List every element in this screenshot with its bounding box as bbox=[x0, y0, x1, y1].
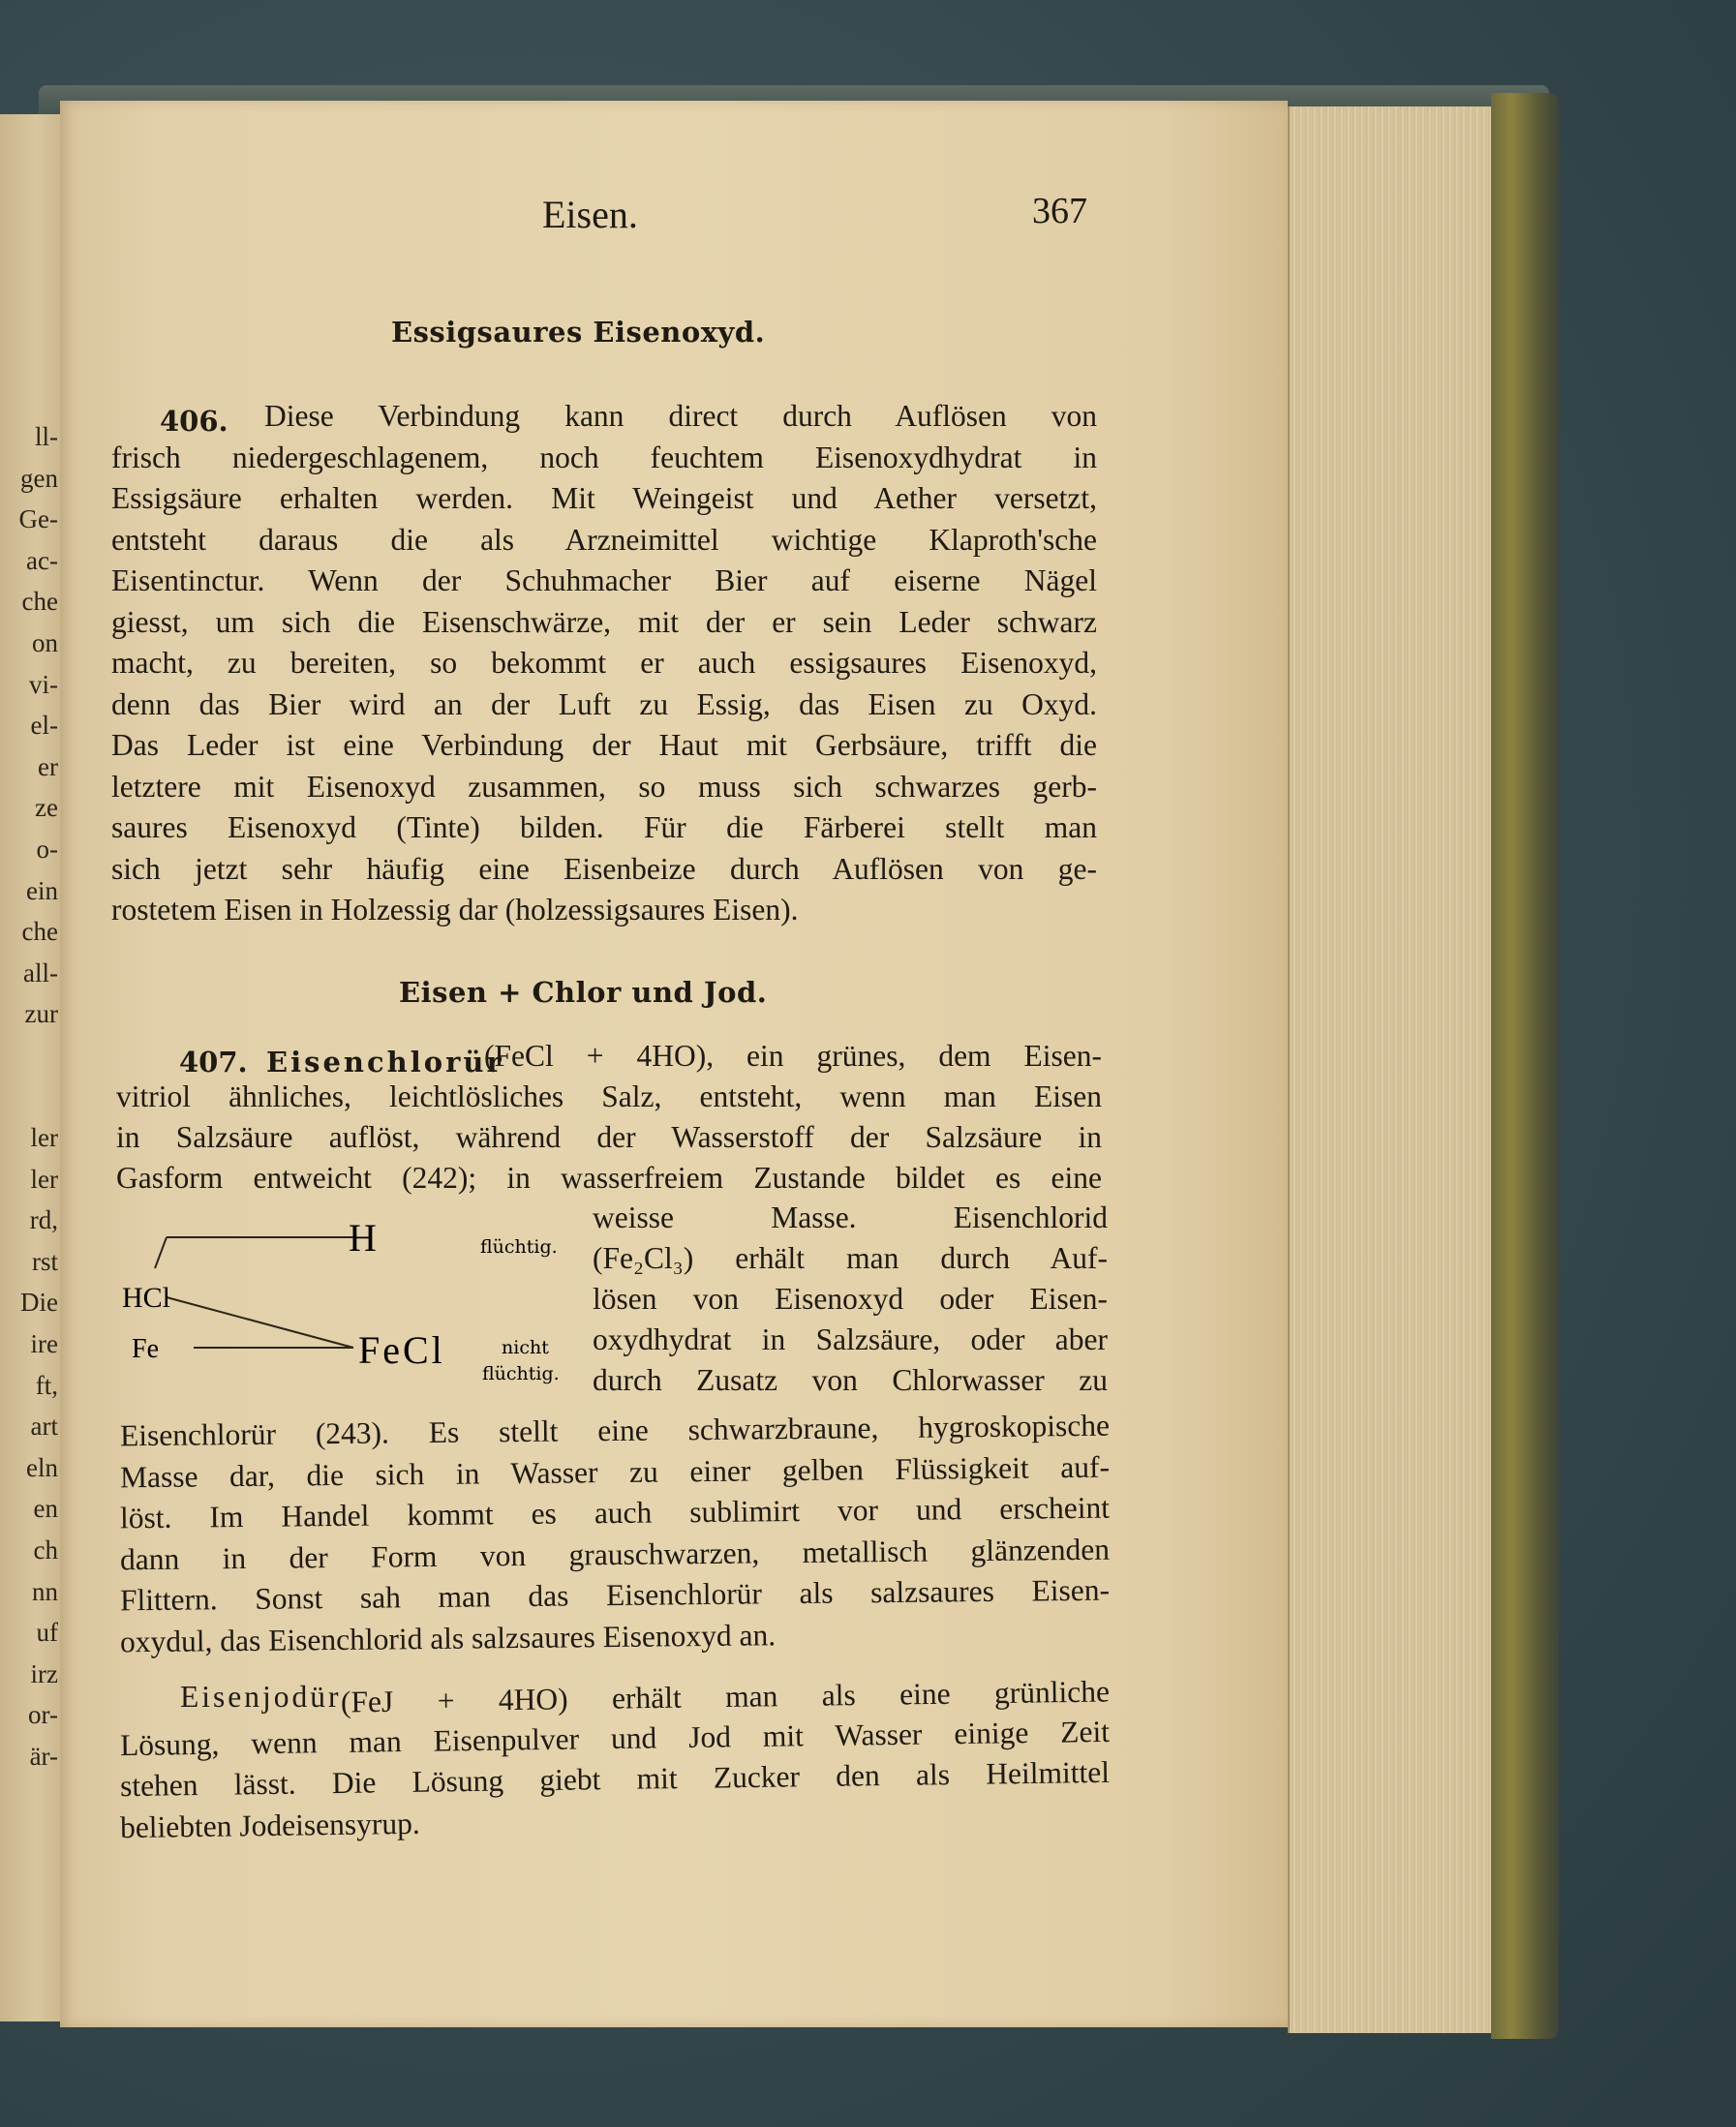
text-line: beliebten Jodeisensyrup. bbox=[119, 1806, 420, 1844]
left-fragment: ein bbox=[26, 875, 58, 905]
label-nicht-fluechtig: flüchtig. bbox=[482, 1363, 560, 1384]
left-fragment: ac- bbox=[26, 545, 58, 575]
page-number: 367 bbox=[1032, 191, 1087, 231]
section-heading-chlor-jod: Eisen + Chlor und Jod. bbox=[399, 976, 768, 1009]
text-line: weisse Masse. Eisenchlorid bbox=[593, 1200, 1108, 1234]
left-fragment: Die bbox=[20, 1288, 58, 1318]
left-fragment: eln bbox=[26, 1452, 58, 1482]
left-fragment: er bbox=[38, 751, 58, 781]
left-fragment: che bbox=[21, 917, 58, 947]
left-fragment: ler bbox=[30, 1123, 58, 1153]
left-fragment: Ge- bbox=[18, 504, 58, 534]
left-fragment: irz bbox=[30, 1658, 58, 1688]
diagram-line-cl-fecl bbox=[167, 1297, 353, 1348]
text-line: denn das Bier wird an der Luft zu Essig, das Eisen zu Oxyd. bbox=[111, 686, 1097, 721]
left-fragment: ire bbox=[30, 1329, 58, 1359]
left-fragment: all- bbox=[23, 957, 58, 988]
left-fragment: el- bbox=[30, 711, 58, 741]
text-line: Das Leder ist eine Verbindung der Haut mit Gerbsäure, trifft die bbox=[111, 728, 1097, 762]
left-fragment: zur bbox=[24, 999, 58, 1029]
left-fragment: ler bbox=[30, 1164, 58, 1194]
section-heading-essigsaures: Essigsaures Eisenoxyd. bbox=[391, 316, 766, 349]
left-fragment: ll- bbox=[35, 422, 58, 451]
text-line: Flittern. Sonst sah man das Eisenchlorür als salzsaures Eisen- bbox=[119, 1572, 1111, 1618]
text-line: frisch niedergeschlagenem, noch feuchtem Eisenoxydhydrat in bbox=[111, 440, 1097, 474]
left-fragment: är- bbox=[29, 1742, 58, 1771]
text-line: saures Eisenoxyd (Tinte) bilden. Für die Färberei stellt man bbox=[111, 810, 1097, 844]
diagram-line-hcl-h bbox=[155, 1237, 167, 1268]
text-line: letztere mit Eisenoxyd zusammen, so muss sich schwarzes gerb- bbox=[111, 769, 1097, 804]
text-line: entsteht daraus die als Arzneimittel wichtige Klaproth'sche bbox=[111, 522, 1097, 557]
text-line: (FeJ + 4HO) erhält man als eine grünliche bbox=[340, 1674, 1111, 1719]
left-fragment: en bbox=[33, 1494, 58, 1524]
left-fragment: art bbox=[30, 1412, 58, 1442]
text-line: dann in der Form von grauschwarzen, metallisch glänzenden bbox=[119, 1532, 1111, 1576]
text-line: oxydhydrat in Salzsäure, oder aber bbox=[593, 1322, 1108, 1356]
text-line: Essigsäure erhalten werden. Mit Weingeist und Aether versetzt, bbox=[111, 481, 1097, 515]
text-line: oxydul, das Eisenchlorid als salzsaures Eisenoxyd an. bbox=[119, 1617, 777, 1658]
left-fragment: on bbox=[32, 627, 58, 657]
diagram-hcl: HCl bbox=[122, 1282, 171, 1314]
left-fragment: vi- bbox=[29, 669, 58, 699]
left-fragment: nn bbox=[32, 1576, 58, 1606]
text-line: löst. Im Handel kommt es auch sublimirt vor und erscheint bbox=[119, 1490, 1111, 1535]
left-fragment: ft, bbox=[35, 1370, 58, 1400]
diagram-fecl: FeCl bbox=[358, 1328, 445, 1372]
text-line: Gasform entweicht (242); in wasserfreiem Zustande bildet es eine bbox=[116, 1161, 1102, 1195]
left-fragment: rst bbox=[32, 1246, 58, 1276]
running-header: Eisen. bbox=[542, 193, 638, 236]
text-line: Eisenchlorür (243). Es stellt eine schwarzbraune, hygroskopische bbox=[119, 1408, 1111, 1453]
text-line: lösen von Eisenoxyd oder Eisen- bbox=[593, 1282, 1108, 1316]
text-line: (Fe₂Cl₃) erhält man durch Auf- bbox=[593, 1241, 1108, 1275]
text-line: Lösung, wenn man Eisenpulver und Jod mit Wasser einige Zeit bbox=[119, 1714, 1111, 1762]
paragraph-number-406: 406. bbox=[160, 405, 228, 438]
text-line: Masse dar, die sich in Wasser zu einer gelben Flüssigkeit auf- bbox=[119, 1449, 1111, 1494]
text-line: macht, zu bereiten, so bekommt er auch essigsaures Eisenoxyd, bbox=[111, 646, 1097, 680]
label-nicht: nicht bbox=[502, 1337, 549, 1358]
text-line: stehen lässt. Die Lösung giebt mit Zucker den als Heilmittel bbox=[119, 1754, 1111, 1804]
left-fragment: o- bbox=[36, 834, 58, 864]
text-line: Eisentinctur. Wenn der Schuhmacher Bier auf eiserne Nägel bbox=[111, 563, 1097, 597]
text-line: durch Zusatz von Chlorwasser zu bbox=[593, 1363, 1108, 1397]
text-line: giesst, um sich die Eisenschwärze, mit der er sein Leder schwarz bbox=[111, 604, 1097, 639]
paragraph-number-407: 407. bbox=[179, 1046, 248, 1079]
reaction-diagram bbox=[116, 1210, 591, 1404]
text-line: sich jetzt sehr häufig eine Eisenbeize durch Auflösen von ge- bbox=[111, 851, 1097, 886]
text-line: Diese Verbindung kann direct durch Auflösen von bbox=[264, 399, 1097, 433]
term-eisenchloruer: Eisenchlorür bbox=[266, 1046, 504, 1079]
left-fragment: uf bbox=[36, 1618, 58, 1648]
diagram-fe: Fe bbox=[132, 1334, 159, 1364]
term-eisenjoduer: Eisenjodür bbox=[180, 1680, 342, 1714]
left-fragment: ze bbox=[35, 793, 58, 823]
text-line: rostetem Eisen in Holzessig dar (holzessigsaures Eisen). bbox=[111, 893, 799, 927]
left-fragment: che bbox=[21, 587, 58, 617]
left-fragment: or- bbox=[28, 1700, 58, 1730]
text-line: (FeCl + 4HO), ein grünes, dem Eisen- bbox=[484, 1039, 1102, 1073]
left-fragment: ch bbox=[33, 1535, 58, 1565]
text-line: in Salzsäure auflöst, während der Wasserstoff der Salzsäure in bbox=[116, 1120, 1102, 1154]
left-fragment: rd, bbox=[29, 1205, 58, 1235]
diagram-h: H bbox=[349, 1216, 377, 1260]
text-line: vitriol ähnliches, leichtlösliches Salz, entsteht, wenn man Eisen bbox=[116, 1079, 1102, 1113]
left-fragment: gen bbox=[20, 463, 58, 493]
label-fluechtig: flüchtig. bbox=[480, 1236, 558, 1258]
